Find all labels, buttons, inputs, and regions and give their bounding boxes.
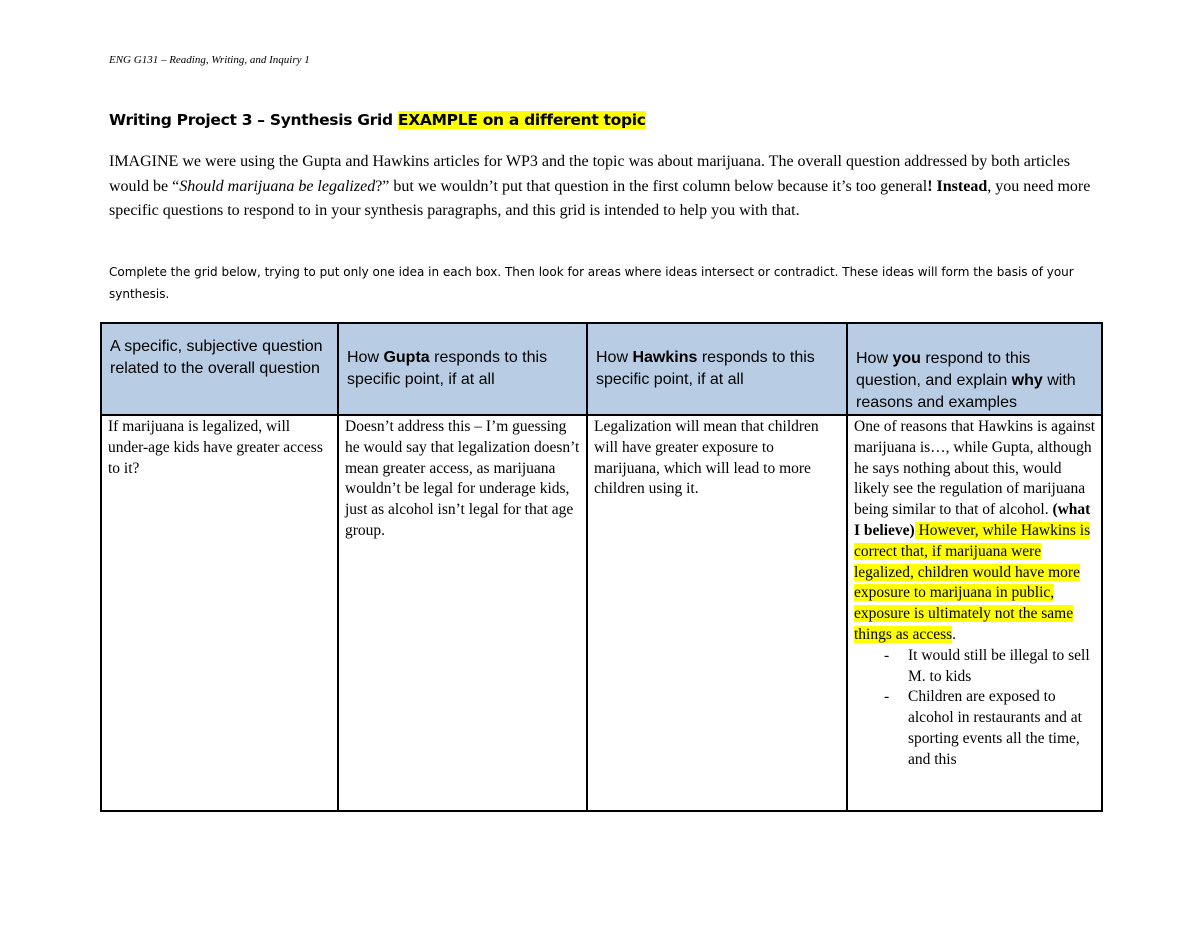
title-highlight: EXAMPLE on a different topic	[397, 111, 646, 129]
cell-gupta: Doesn’t address this – I’m guessing he would say that legalization doesn’t mean greater access, as marijuana wouldn’t be legal for underage kids, just as alcohol isn’t legal for that age group.	[338, 415, 587, 811]
intro-text-3: , you need more specific questions to respond to in your synthesis paragraphs, and this grid is intended to help you with that.	[109, 177, 1091, 219]
intro-italic-question: Should marijuana be legalized	[179, 177, 376, 195]
list-item	[884, 646, 1097, 688]
dash-bullet: -	[884, 646, 890, 664]
dash-bullet: -	[884, 688, 890, 706]
header-you-mid: respond to this question, and explain	[856, 350, 1031, 389]
header-gupta-pre: How	[347, 349, 384, 366]
header-hawkins	[587, 323, 847, 415]
header-hawkins-pre: How	[596, 349, 633, 366]
synthesis-grid	[100, 322, 1103, 812]
header-hawkins-post: responds to this specific point, if at all	[596, 349, 815, 388]
bullet-text: Children are exposed to alcohol in restaurants and at sporting events all the time, and this	[908, 688, 1082, 768]
cell-you-highlight: However, while Hawkins is correct that, if marijuana were legalized, children would have more exposure to marijuana in public, exposure is ultimately not the same things as access	[854, 521, 1091, 643]
cell-you-text: One of reasons that Hawkins is against marijuana is…, while Gupta, although he says nothing about this, would likely see the regulation of marijuana being similar to that of alcohol.	[854, 418, 1096, 519]
cell-hawkins: Legalization will mean that children will have greater exposure to marijuana, which will lead to more children using it.	[587, 415, 847, 811]
course-header: ENG G131 – Reading, Writing, and Inquiry 1	[109, 54, 310, 66]
page-title	[109, 111, 646, 129]
title-text: Writing Project 3 – Synthesis Grid	[109, 111, 398, 129]
list-item	[884, 687, 1097, 770]
header-gupta	[338, 323, 587, 415]
cell-you-bold: (what I believe)	[854, 501, 1091, 539]
header-you	[847, 323, 1102, 415]
header-gupta-name: Gupta	[383, 349, 430, 366]
table-row	[101, 415, 1102, 811]
header-you-post: with reasons and examples	[856, 372, 1076, 411]
intro-paragraph	[109, 150, 1099, 224]
grid-header-row	[101, 323, 1102, 415]
header-you-why: why	[1011, 372, 1043, 389]
grid-instructions: Complete the grid below, trying to put only one idea in each box. Then look for areas where ideas intersect or contradict. These ideas will form the basis of your synthesis.	[109, 265, 1074, 301]
header-you-bold: you	[892, 350, 921, 367]
intro-text-1: IMAGINE we were using the Gupta and Hawkins articles for WP3 and the topic was about marijuana. The overall question addressed by both articles would be “	[109, 153, 1070, 195]
header-question: A specific, subjective question related to the overall question	[101, 323, 338, 415]
cell-you-end: .	[952, 625, 957, 643]
cell-question: If marijuana is legalized, will under-age kids have greater access to it?	[101, 415, 338, 811]
header-gupta-post: responds to this specific point, if at all	[347, 349, 548, 388]
cell-you	[847, 415, 1102, 811]
cell-you-bullets	[854, 646, 1097, 771]
intro-bold-instead: ! Instead	[927, 177, 988, 195]
header-you-pre: How	[856, 350, 893, 367]
intro-text-2: ?” but we wouldn’t put that question in the first column below because it’s too general	[375, 177, 928, 195]
header-hawkins-name: Hawkins	[632, 349, 698, 366]
bullet-text: It would still be illegal to sell M. to kids	[908, 646, 1090, 685]
